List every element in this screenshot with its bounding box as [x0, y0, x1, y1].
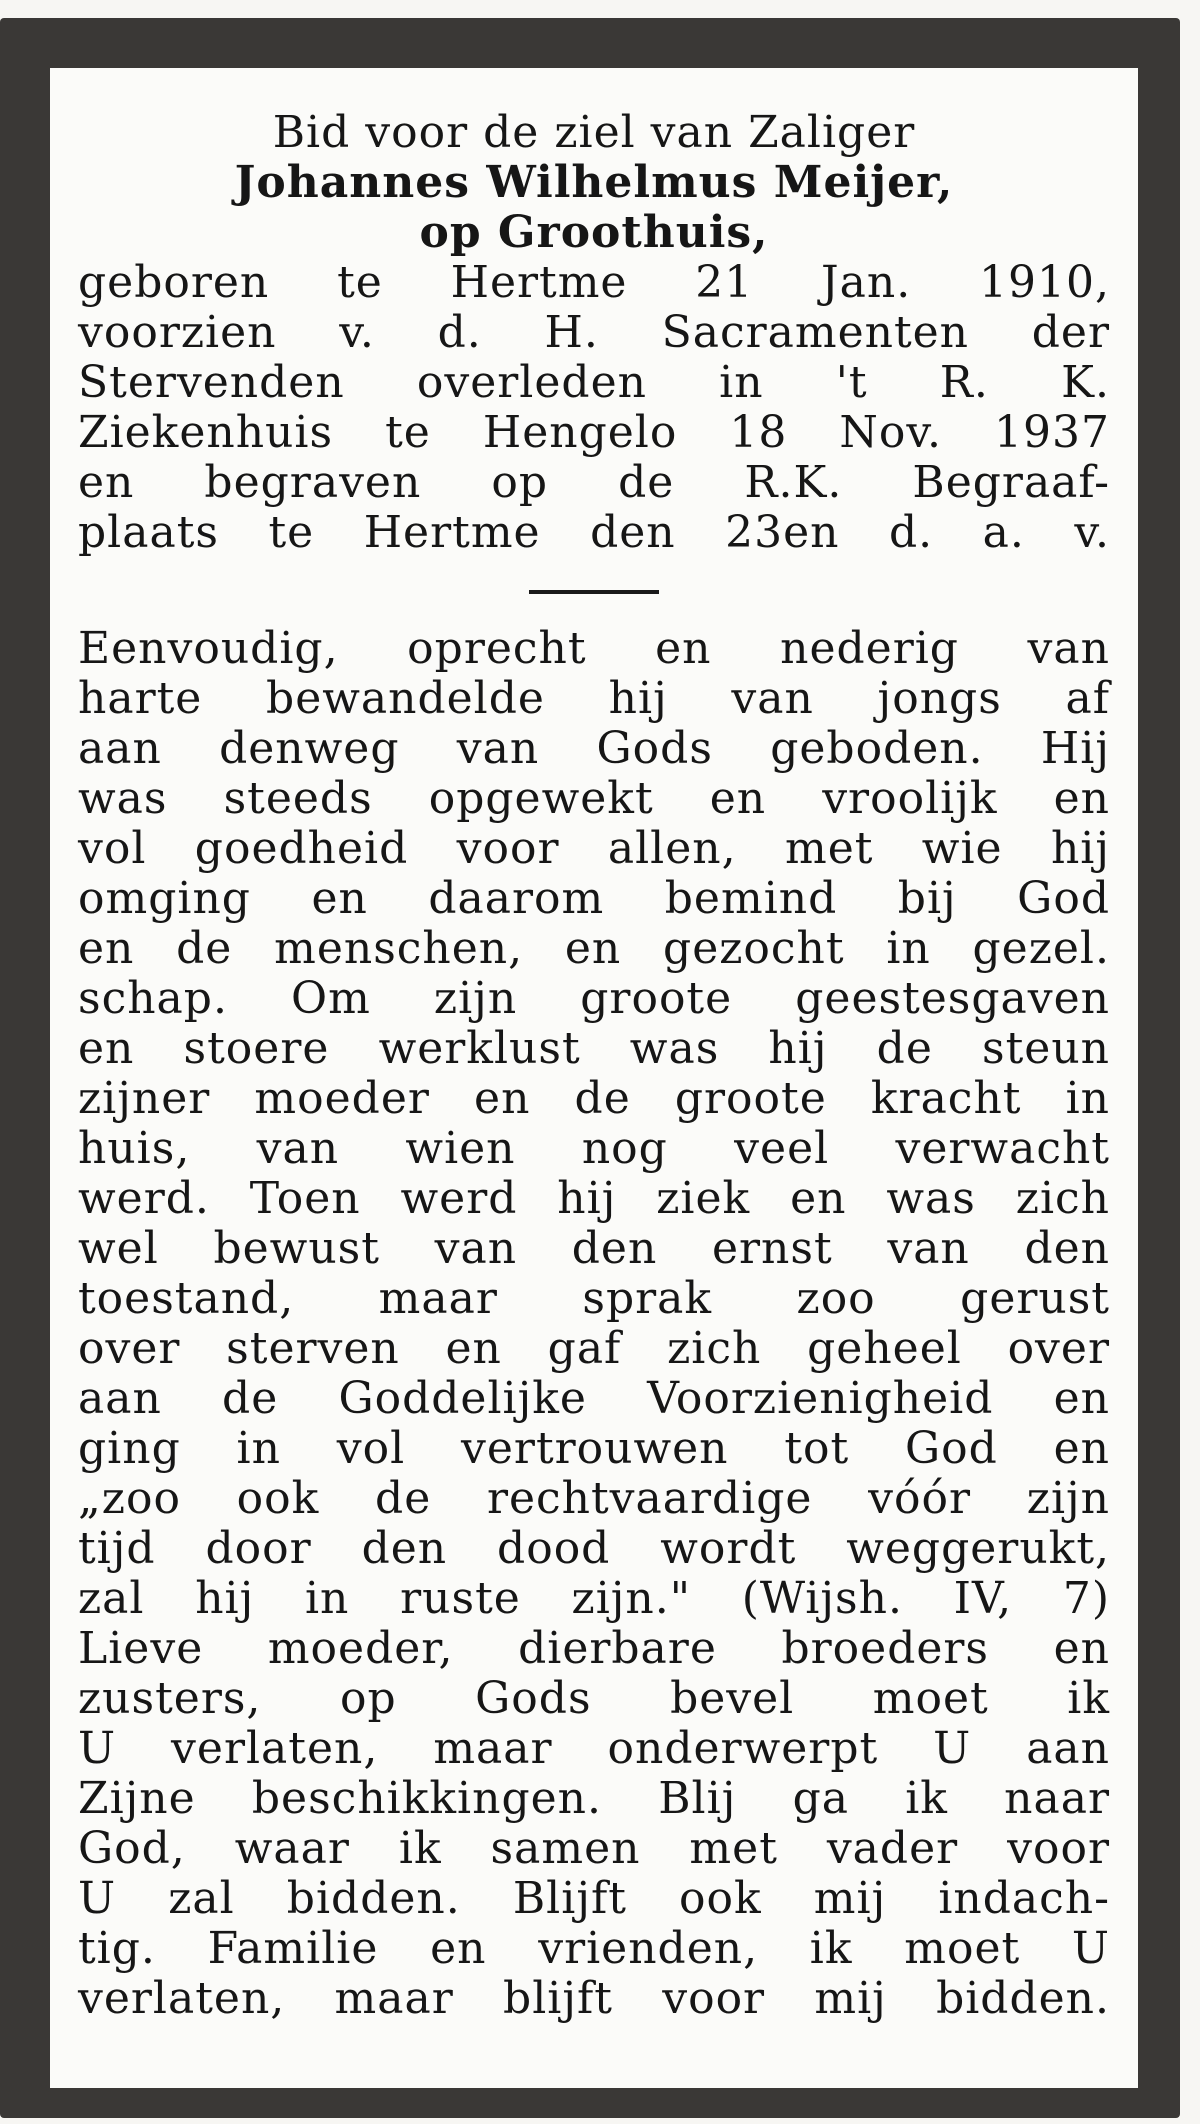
body-line: omging en daarom bemind bij God [78, 873, 1110, 924]
body-line: „zoo ook de rechtvaardige vóór zijn [78, 1473, 1110, 1524]
section-divider [529, 590, 659, 594]
memorial-text [78, 624, 1110, 2024]
body-line: zijner moeder en de groote kracht in [78, 1073, 1110, 1124]
intro-line: geboren te Hertme 21 Jan. 1910, [78, 257, 1110, 308]
body-line: zusters, op Gods bevel moet ik [78, 1673, 1110, 1724]
body-line: vol goedheid voor allen, met wie hij [78, 823, 1110, 874]
body-line: verlaten, maar blijft voor mij bidden. [78, 1973, 1110, 2024]
body-line: U zal bidden. Blijft ook mij indach- [78, 1873, 1110, 1924]
body-line: toestand, maar sprak zoo gerust [78, 1273, 1110, 1324]
body-line: werd. Toen werd hij ziek en was zich [78, 1173, 1110, 1224]
intro-line: plaats te Hertme den 23en d. a. v. [78, 507, 1110, 558]
body-line: Eenvoudig, oprecht en nederig van [78, 623, 1110, 674]
body-line: ging in vol vertrouwen tot God en [78, 1423, 1110, 1474]
body-line: U verlaten, maar onderwerpt U aan [78, 1723, 1110, 1774]
body-line: huis, van wien nog veel verwacht [78, 1123, 1110, 1174]
house-name: op Groothuis, [419, 207, 769, 258]
header-prayer-line: Bid voor de ziel van Zaliger [272, 107, 916, 158]
body-line: en de menschen, en gezocht in gezel. [78, 923, 1110, 974]
body-line: Lieve moeder, dierbare broeders en [78, 1623, 1110, 1674]
body-line: harte bewandelde hij van jongs af [78, 673, 1110, 724]
body-line: wel bewust van den ernst van den [78, 1223, 1110, 1274]
card-paper [50, 68, 1138, 2088]
intro-line: en begraven op de R.K. Begraaf- [78, 457, 1110, 508]
body-line: was steeds opgewekt en vroolijk en [78, 773, 1110, 824]
card-header [78, 108, 1110, 258]
body-line: tijd door den dood wordt weggerukt, [78, 1523, 1110, 1574]
body-line: zal hij in ruste zijn." (Wijsh. IV, 7) [78, 1573, 1110, 1624]
intro-line: Stervenden overleden in 't R. K. [78, 357, 1110, 408]
body-line: over sterven en gaf zich geheel over [78, 1323, 1110, 1374]
deceased-name: Johannes Wilhelmus Meijer, [234, 157, 954, 208]
intro-line: Ziekenhuis te Hengelo 18 Nov. 1937 [78, 407, 1110, 458]
body-line: en stoere werklust was hij de steun [78, 1023, 1110, 1074]
body-line: aan denweg van Gods geboden. Hij [78, 723, 1110, 774]
body-line: aan de Goddelijke Voorzienigheid en [78, 1373, 1110, 1424]
card-text [78, 108, 1110, 2024]
body-line: Zijne beschikkingen. Blij ga ik naar [78, 1773, 1110, 1824]
intro-line: voorzien v. d. H. Sacramenten der [78, 307, 1110, 358]
body-line: God, waar ik samen met vader voor [78, 1823, 1110, 1874]
memorial-card [0, 18, 1180, 2118]
biographical-details [78, 258, 1110, 558]
body-line: tig. Familie en vrienden, ik moet U [78, 1923, 1110, 1974]
body-line: schap. Om zijn groote geestesgaven [78, 973, 1110, 1024]
